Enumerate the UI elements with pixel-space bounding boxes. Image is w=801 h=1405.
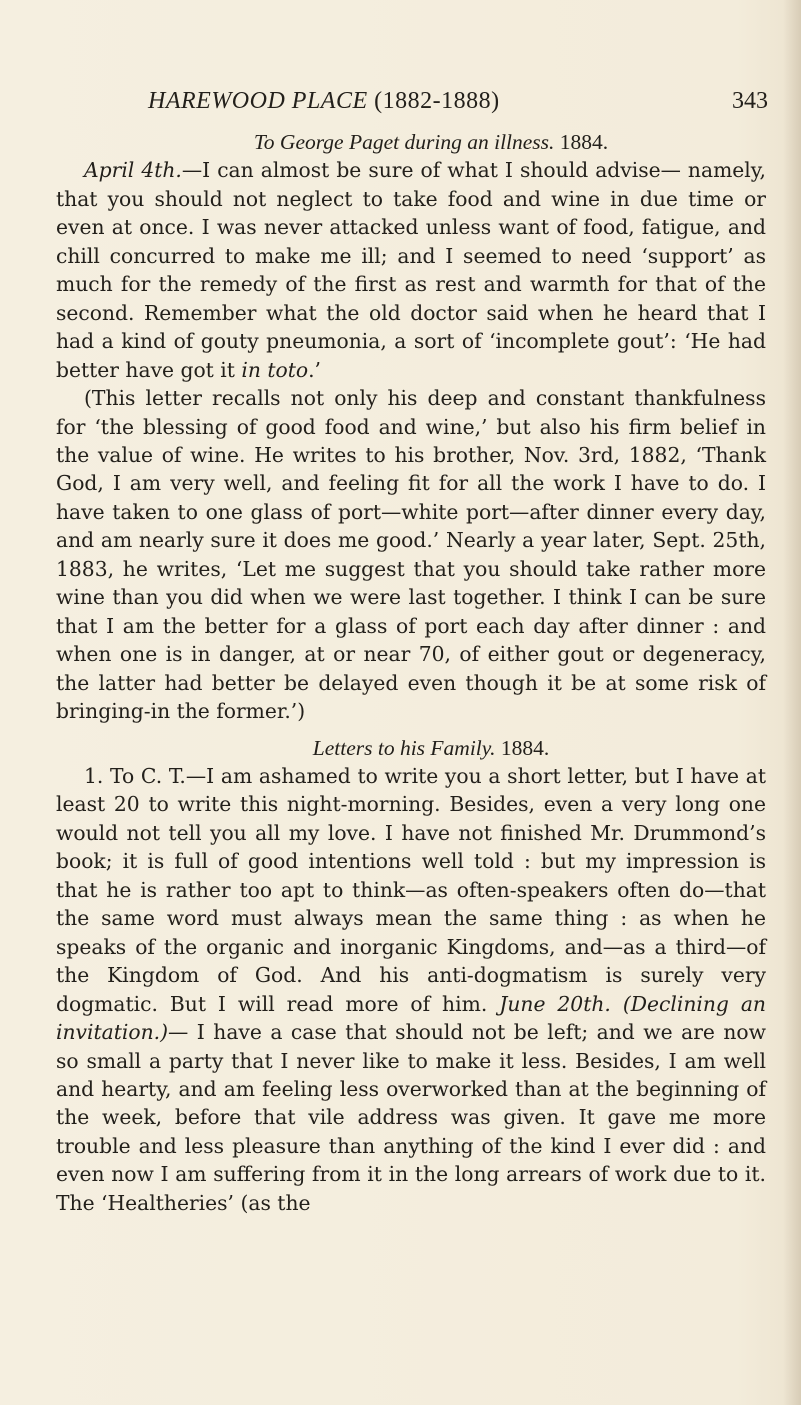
section-heading-paget: [56, 128, 766, 156]
section-gap: [56, 726, 766, 734]
paragraph-text: —I can almost be sure of what I should advise— namely, that you should not neglect to take food and wine in due time or even at once. I was never attacked unless want of food, fatigue, and chill concurred to make me ill; and I seemed to need ‘support’ as much for the remedy of the first as rest and warmth for that of the second. Remember what the old doctor said when he heard that I had a kind of gouty pneumonia, a sort of ‘incomplete gout’: ‘He had better have got it: [56, 158, 767, 382]
paragraph-letter-ct: [56, 762, 766, 1217]
page-edge-shadow: [783, 0, 801, 1405]
section-heading-year: 1884.: [559, 130, 609, 154]
letter-note: (Declining an invitation.): [56, 991, 766, 1045]
paragraph-text: 1. To C. T.—I am ashamed to write you a short letter, but I have at least 20 to write this night-morning. Besides, even a very long one would not tell you all my love. I have not finished Mr. Drummond’s book; it is full of good intentions well told : but my impression is that he is rather too apt to think—as often-speakers often do—that the same word must always mean the same thing : as when he speaks of the organic and inorganic Kingdoms, and—as a third—of the Kingdom of God. And his anti-dogmatism is surely very dogmatic. But I will read more of him.: [56, 763, 766, 1016]
running-head: [148, 88, 500, 115]
letter-date: June 20th.: [499, 991, 611, 1016]
section-heading-family: [56, 734, 766, 762]
section-heading-text: Letters to his Family.: [312, 735, 496, 760]
letter-date: April 4th.: [84, 158, 182, 183]
paragraph-text: — I have a case that should not be left; and we are now so small a party that I never like to make it less. Besides, I am well and hearty, and am feeling less overworked than at the beginning of the week, before that vile address was given. It gave me more trouble and less pleasure than anything of the kind I ever did : and even now I am suffering from it in the long arrears of work due to it. The ‘Healtheries’ (as the: [56, 1020, 766, 1215]
page-number: 343: [732, 88, 768, 114]
italic-phrase: in toto: [241, 357, 309, 382]
running-years: (1882-1888): [374, 88, 500, 114]
running-title: HAREWOOD PLACE: [148, 88, 368, 114]
section-heading-text: To George Paget during an illness.: [253, 130, 555, 154]
section-heading-year: 1884.: [500, 735, 550, 760]
page-body: [56, 128, 766, 1217]
paragraph-end: .’: [308, 357, 321, 382]
paragraph-commentary: (This letter recalls not only his deep and constant thankfulness for ‘the blessing of good food and wine,’ but also his firm belief in the value of wine. He writes to his brother, Nov. 3rd, 1882, ‘Thank God, I am very well, and feeling fit for all the work I have to do. I have taken to one glass of port—white port—after dinner every day, and am nearly sure it does me good.’ Nearly a year later, Sept. 25th, 1883, he writes, ‘Let me suggest that you should take rather more wine than you did when we were last together. I think I can be sure that I am the better for a glass of port each day after dinner : and when one is in danger, at or near 70, of either gout or degeneracy, the latter had better be delayed even though it be at some risk of bringing-in the former.’): [56, 386, 766, 724]
page-header: [0, 88, 801, 118]
paragraph-letter-paget: [56, 156, 766, 384]
